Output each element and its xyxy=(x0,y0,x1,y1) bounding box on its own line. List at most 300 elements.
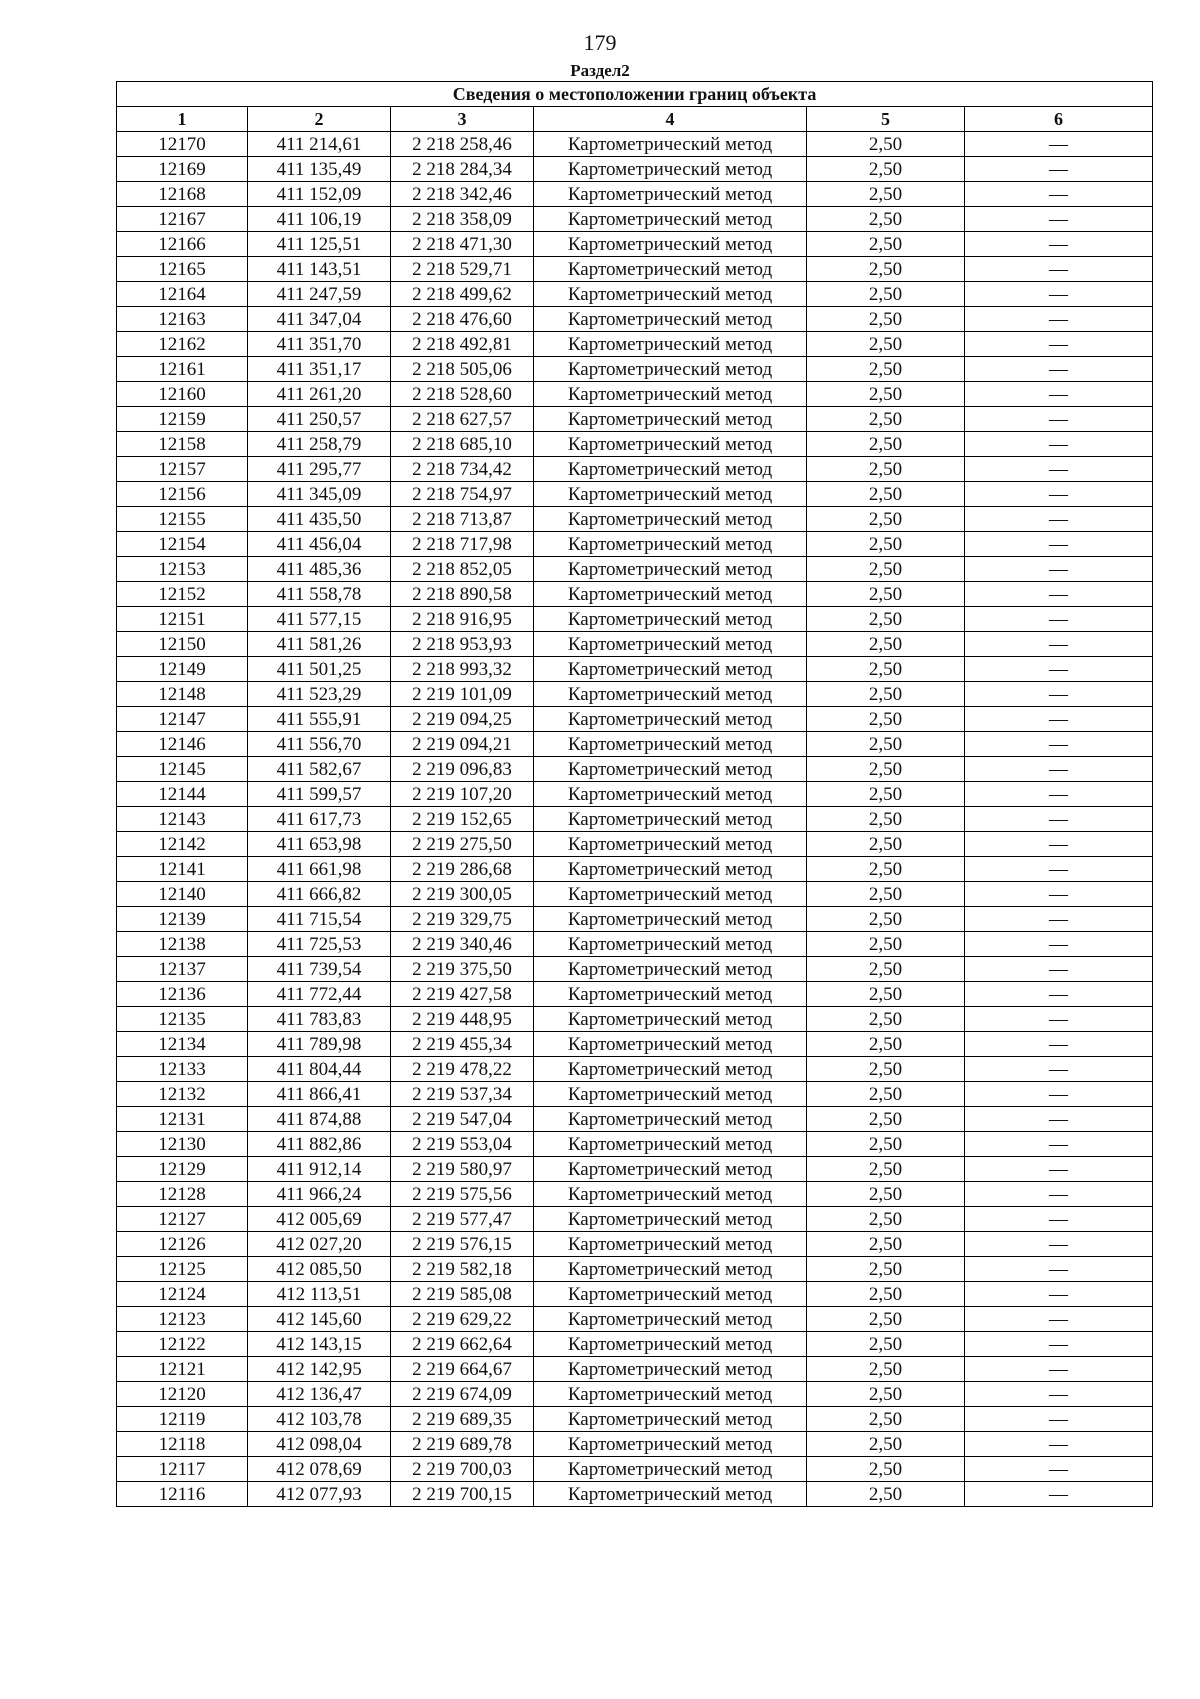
accuracy-cell: 2,50 xyxy=(807,907,965,932)
accuracy-cell: 2,50 xyxy=(807,507,965,532)
point-number-cell: 12155 xyxy=(117,507,248,532)
point-number-cell: 12161 xyxy=(117,357,248,382)
x-coordinate-cell: 411 125,51 xyxy=(248,232,391,257)
description-cell: — xyxy=(965,1332,1153,1357)
method-cell: Картометрический метод xyxy=(534,582,807,607)
method-cell: Картометрический метод xyxy=(534,1357,807,1382)
method-cell: Картометрический метод xyxy=(534,1107,807,1132)
accuracy-cell: 2,50 xyxy=(807,1432,965,1457)
description-cell: — xyxy=(965,207,1153,232)
point-number-cell: 12157 xyxy=(117,457,248,482)
description-cell: — xyxy=(965,482,1153,507)
table-row xyxy=(117,882,1153,907)
description-cell: — xyxy=(965,1232,1153,1257)
point-number-cell: 12150 xyxy=(117,632,248,657)
point-number-cell: 12135 xyxy=(117,1007,248,1032)
table-header-row xyxy=(117,107,1153,132)
method-cell: Картометрический метод xyxy=(534,232,807,257)
method-cell: Картометрический метод xyxy=(534,1407,807,1432)
method-cell: Картометрический метод xyxy=(534,557,807,582)
x-coordinate-cell: 411 789,98 xyxy=(248,1032,391,1057)
method-cell: Картометрический метод xyxy=(534,657,807,682)
method-cell: Картометрический метод xyxy=(534,1157,807,1182)
method-cell: Картометрический метод xyxy=(534,132,807,157)
method-cell: Картометрический метод xyxy=(534,257,807,282)
y-coordinate-cell: 2 219 152,65 xyxy=(391,807,534,832)
accuracy-cell: 2,50 xyxy=(807,1257,965,1282)
accuracy-cell: 2,50 xyxy=(807,982,965,1007)
table-row xyxy=(117,632,1153,657)
point-number-cell: 12153 xyxy=(117,557,248,582)
accuracy-cell: 2,50 xyxy=(807,332,965,357)
x-coordinate-cell: 412 077,93 xyxy=(248,1482,391,1507)
method-cell: Картометрический метод xyxy=(534,1007,807,1032)
accuracy-cell: 2,50 xyxy=(807,1082,965,1107)
point-number-cell: 12159 xyxy=(117,407,248,432)
y-coordinate-cell: 2 218 890,58 xyxy=(391,582,534,607)
x-coordinate-cell: 411 250,57 xyxy=(248,407,391,432)
method-cell: Картометрический метод xyxy=(534,1282,807,1307)
description-cell: — xyxy=(965,1257,1153,1282)
method-cell: Картометрический метод xyxy=(534,507,807,532)
point-number-cell: 12128 xyxy=(117,1182,248,1207)
y-coordinate-cell: 2 218 505,06 xyxy=(391,357,534,382)
point-number-cell: 12130 xyxy=(117,1132,248,1157)
table-row xyxy=(117,1307,1153,1332)
accuracy-cell: 2,50 xyxy=(807,882,965,907)
table-row xyxy=(117,1332,1153,1357)
accuracy-cell: 2,50 xyxy=(807,132,965,157)
point-number-cell: 12141 xyxy=(117,857,248,882)
table-row xyxy=(117,1282,1153,1307)
point-number-cell: 12124 xyxy=(117,1282,248,1307)
description-cell: — xyxy=(965,1382,1153,1407)
point-number-cell: 12160 xyxy=(117,382,248,407)
y-coordinate-cell: 2 218 499,62 xyxy=(391,282,534,307)
description-cell: — xyxy=(965,682,1153,707)
method-cell: Картометрический метод xyxy=(534,882,807,907)
method-cell: Картометрический метод xyxy=(534,1032,807,1057)
table-row xyxy=(117,507,1153,532)
description-cell: — xyxy=(965,307,1153,332)
accuracy-cell: 2,50 xyxy=(807,457,965,482)
column-header: 1 xyxy=(117,107,248,132)
table-row xyxy=(117,382,1153,407)
method-cell: Картометрический метод xyxy=(534,1457,807,1482)
method-cell: Картометрический метод xyxy=(534,957,807,982)
table-row xyxy=(117,1482,1153,1507)
x-coordinate-cell: 411 599,57 xyxy=(248,782,391,807)
y-coordinate-cell: 2 219 553,04 xyxy=(391,1132,534,1157)
y-coordinate-cell: 2 218 685,10 xyxy=(391,432,534,457)
point-number-cell: 12116 xyxy=(117,1482,248,1507)
x-coordinate-cell: 411 143,51 xyxy=(248,257,391,282)
accuracy-cell: 2,50 xyxy=(807,1407,965,1432)
boundary-coordinates-table xyxy=(116,81,1153,1507)
y-coordinate-cell: 2 219 286,68 xyxy=(391,857,534,882)
x-coordinate-cell: 411 261,20 xyxy=(248,382,391,407)
column-header: 3 xyxy=(391,107,534,132)
table-row xyxy=(117,232,1153,257)
table-row xyxy=(117,982,1153,1007)
table-row xyxy=(117,357,1153,382)
x-coordinate-cell: 411 556,70 xyxy=(248,732,391,757)
y-coordinate-cell: 2 219 427,58 xyxy=(391,982,534,1007)
x-coordinate-cell: 412 103,78 xyxy=(248,1407,391,1432)
x-coordinate-cell: 411 725,53 xyxy=(248,932,391,957)
point-number-cell: 12121 xyxy=(117,1357,248,1382)
description-cell: — xyxy=(965,132,1153,157)
accuracy-cell: 2,50 xyxy=(807,782,965,807)
accuracy-cell: 2,50 xyxy=(807,1157,965,1182)
method-cell: Картометрический метод xyxy=(534,807,807,832)
table-row xyxy=(117,932,1153,957)
table-row xyxy=(117,607,1153,632)
table-row xyxy=(117,782,1153,807)
method-cell: Картометрический метод xyxy=(534,982,807,1007)
accuracy-cell: 2,50 xyxy=(807,732,965,757)
description-cell: — xyxy=(965,632,1153,657)
description-cell: — xyxy=(965,707,1153,732)
method-cell: Картометрический метод xyxy=(534,457,807,482)
description-cell: — xyxy=(965,1007,1153,1032)
x-coordinate-cell: 411 715,54 xyxy=(248,907,391,932)
accuracy-cell: 2,50 xyxy=(807,1332,965,1357)
table-row xyxy=(117,1182,1153,1207)
x-coordinate-cell: 411 523,29 xyxy=(248,682,391,707)
table-row xyxy=(117,907,1153,932)
description-cell: — xyxy=(965,1407,1153,1432)
y-coordinate-cell: 2 218 993,32 xyxy=(391,657,534,682)
description-cell: — xyxy=(965,507,1153,532)
accuracy-cell: 2,50 xyxy=(807,1282,965,1307)
point-number-cell: 12136 xyxy=(117,982,248,1007)
description-cell: — xyxy=(965,1282,1153,1307)
y-coordinate-cell: 2 218 852,05 xyxy=(391,557,534,582)
y-coordinate-cell: 2 219 300,05 xyxy=(391,882,534,907)
x-coordinate-cell: 411 666,82 xyxy=(248,882,391,907)
table-row xyxy=(117,1382,1153,1407)
x-coordinate-cell: 411 558,78 xyxy=(248,582,391,607)
table-row xyxy=(117,132,1153,157)
accuracy-cell: 2,50 xyxy=(807,1382,965,1407)
table-row xyxy=(117,1407,1153,1432)
point-number-cell: 12137 xyxy=(117,957,248,982)
description-cell: — xyxy=(965,532,1153,557)
y-coordinate-cell: 2 218 358,09 xyxy=(391,207,534,232)
point-number-cell: 12162 xyxy=(117,332,248,357)
accuracy-cell: 2,50 xyxy=(807,1357,965,1382)
description-cell: — xyxy=(965,1182,1153,1207)
accuracy-cell: 2,50 xyxy=(807,232,965,257)
table-row xyxy=(117,957,1153,982)
x-coordinate-cell: 411 739,54 xyxy=(248,957,391,982)
y-coordinate-cell: 2 219 094,25 xyxy=(391,707,534,732)
y-coordinate-cell: 2 218 734,42 xyxy=(391,457,534,482)
accuracy-cell: 2,50 xyxy=(807,632,965,657)
point-number-cell: 12120 xyxy=(117,1382,248,1407)
table-row xyxy=(117,482,1153,507)
page-number: 179 xyxy=(583,30,617,55)
x-coordinate-cell: 411 456,04 xyxy=(248,532,391,557)
method-cell: Картометрический метод xyxy=(534,632,807,657)
point-number-cell: 12118 xyxy=(117,1432,248,1457)
x-coordinate-cell: 411 882,86 xyxy=(248,1132,391,1157)
y-coordinate-cell: 2 218 953,93 xyxy=(391,632,534,657)
method-cell: Картометрический метод xyxy=(534,932,807,957)
y-coordinate-cell: 2 219 275,50 xyxy=(391,832,534,857)
y-coordinate-cell: 2 219 375,50 xyxy=(391,957,534,982)
y-coordinate-cell: 2 219 580,97 xyxy=(391,1157,534,1182)
description-cell: — xyxy=(965,907,1153,932)
y-coordinate-cell: 2 219 662,64 xyxy=(391,1332,534,1357)
table-row xyxy=(117,1432,1153,1457)
y-coordinate-cell: 2 219 582,18 xyxy=(391,1257,534,1282)
table-row xyxy=(117,282,1153,307)
accuracy-cell: 2,50 xyxy=(807,832,965,857)
table-row xyxy=(117,207,1153,232)
table-row xyxy=(117,1107,1153,1132)
y-coordinate-cell: 2 219 629,22 xyxy=(391,1307,534,1332)
accuracy-cell: 2,50 xyxy=(807,182,965,207)
point-number-cell: 12148 xyxy=(117,682,248,707)
x-coordinate-cell: 411 866,41 xyxy=(248,1082,391,1107)
table-row xyxy=(117,532,1153,557)
table-row xyxy=(117,1032,1153,1057)
table-row xyxy=(117,582,1153,607)
x-coordinate-cell: 412 145,60 xyxy=(248,1307,391,1332)
point-number-cell: 12167 xyxy=(117,207,248,232)
x-coordinate-cell: 411 577,15 xyxy=(248,607,391,632)
y-coordinate-cell: 2 219 107,20 xyxy=(391,782,534,807)
point-number-cell: 12152 xyxy=(117,582,248,607)
y-coordinate-cell: 2 219 478,22 xyxy=(391,1057,534,1082)
x-coordinate-cell: 411 653,98 xyxy=(248,832,391,857)
method-cell: Картометрический метод xyxy=(534,757,807,782)
description-cell: — xyxy=(965,882,1153,907)
method-cell: Картометрический метод xyxy=(534,1482,807,1507)
accuracy-cell: 2,50 xyxy=(807,757,965,782)
y-coordinate-cell: 2 219 101,09 xyxy=(391,682,534,707)
description-cell: — xyxy=(965,457,1153,482)
y-coordinate-cell: 2 219 329,75 xyxy=(391,907,534,932)
accuracy-cell: 2,50 xyxy=(807,1107,965,1132)
y-coordinate-cell: 2 219 664,67 xyxy=(391,1357,534,1382)
description-cell: — xyxy=(965,657,1153,682)
description-cell: — xyxy=(965,957,1153,982)
y-coordinate-cell: 2 218 342,46 xyxy=(391,182,534,207)
accuracy-cell: 2,50 xyxy=(807,1457,965,1482)
description-cell: — xyxy=(965,782,1153,807)
description-cell: — xyxy=(965,1132,1153,1157)
description-cell: — xyxy=(965,757,1153,782)
description-cell: — xyxy=(965,857,1153,882)
x-coordinate-cell: 411 661,98 xyxy=(248,857,391,882)
point-number-cell: 12164 xyxy=(117,282,248,307)
table-row xyxy=(117,307,1153,332)
method-cell: Картометрический метод xyxy=(534,907,807,932)
y-coordinate-cell: 2 219 576,15 xyxy=(391,1232,534,1257)
x-coordinate-cell: 411 783,83 xyxy=(248,1007,391,1032)
method-cell: Картометрический метод xyxy=(534,1257,807,1282)
y-coordinate-cell: 2 219 577,47 xyxy=(391,1207,534,1232)
table-row xyxy=(117,1257,1153,1282)
point-number-cell: 12145 xyxy=(117,757,248,782)
description-cell: — xyxy=(965,1107,1153,1132)
x-coordinate-cell: 411 581,26 xyxy=(248,632,391,657)
point-number-cell: 12170 xyxy=(117,132,248,157)
table-row xyxy=(117,682,1153,707)
description-cell: — xyxy=(965,1057,1153,1082)
method-cell: Картометрический метод xyxy=(534,1382,807,1407)
accuracy-cell: 2,50 xyxy=(807,807,965,832)
point-number-cell: 12166 xyxy=(117,232,248,257)
x-coordinate-cell: 411 135,49 xyxy=(248,157,391,182)
accuracy-cell: 2,50 xyxy=(807,1182,965,1207)
point-number-cell: 12163 xyxy=(117,307,248,332)
table-row xyxy=(117,407,1153,432)
y-coordinate-cell: 2 219 455,34 xyxy=(391,1032,534,1057)
x-coordinate-cell: 411 214,61 xyxy=(248,132,391,157)
method-cell: Картометрический метод xyxy=(534,207,807,232)
x-coordinate-cell: 411 106,19 xyxy=(248,207,391,232)
x-coordinate-cell: 411 582,67 xyxy=(248,757,391,782)
method-cell: Картометрический метод xyxy=(534,607,807,632)
x-coordinate-cell: 411 258,79 xyxy=(248,432,391,457)
description-cell: — xyxy=(965,582,1153,607)
y-coordinate-cell: 2 218 528,60 xyxy=(391,382,534,407)
point-number-cell: 12133 xyxy=(117,1057,248,1082)
method-cell: Картометрический метод xyxy=(534,1307,807,1332)
point-number-cell: 12158 xyxy=(117,432,248,457)
method-cell: Картометрический метод xyxy=(534,1182,807,1207)
accuracy-cell: 2,50 xyxy=(807,157,965,182)
table-row xyxy=(117,1457,1153,1482)
description-cell: — xyxy=(965,932,1153,957)
description-cell: — xyxy=(965,1032,1153,1057)
point-number-cell: 12132 xyxy=(117,1082,248,1107)
x-coordinate-cell: 411 295,77 xyxy=(248,457,391,482)
accuracy-cell: 2,50 xyxy=(807,607,965,632)
point-number-cell: 12147 xyxy=(117,707,248,732)
y-coordinate-cell: 2 219 340,46 xyxy=(391,932,534,957)
point-number-cell: 12154 xyxy=(117,532,248,557)
table-row xyxy=(117,457,1153,482)
description-cell: — xyxy=(965,232,1153,257)
y-coordinate-cell: 2 218 284,34 xyxy=(391,157,534,182)
column-header: 6 xyxy=(965,107,1153,132)
method-cell: Картометрический метод xyxy=(534,157,807,182)
description-cell: — xyxy=(965,1082,1153,1107)
method-cell: Картометрический метод xyxy=(534,357,807,382)
y-coordinate-cell: 2 218 476,60 xyxy=(391,307,534,332)
y-coordinate-cell: 2 218 529,71 xyxy=(391,257,534,282)
table-row xyxy=(117,1082,1153,1107)
point-number-cell: 12117 xyxy=(117,1457,248,1482)
point-number-cell: 12156 xyxy=(117,482,248,507)
accuracy-cell: 2,50 xyxy=(807,557,965,582)
x-coordinate-cell: 412 136,47 xyxy=(248,1382,391,1407)
y-coordinate-cell: 2 219 585,08 xyxy=(391,1282,534,1307)
description-cell: — xyxy=(965,257,1153,282)
method-cell: Картометрический метод xyxy=(534,382,807,407)
y-coordinate-cell: 2 218 754,97 xyxy=(391,482,534,507)
method-cell: Картометрический метод xyxy=(534,182,807,207)
y-coordinate-cell: 2 219 094,21 xyxy=(391,732,534,757)
column-header: 2 xyxy=(248,107,391,132)
y-coordinate-cell: 2 218 713,87 xyxy=(391,507,534,532)
description-cell: — xyxy=(965,982,1153,1007)
x-coordinate-cell: 411 617,73 xyxy=(248,807,391,832)
table-caption: Сведения о местоположении границ объекта xyxy=(117,82,1153,107)
point-number-cell: 12125 xyxy=(117,1257,248,1282)
x-coordinate-cell: 411 485,36 xyxy=(248,557,391,582)
point-number-cell: 12140 xyxy=(117,882,248,907)
point-number-cell: 12138 xyxy=(117,932,248,957)
x-coordinate-cell: 411 874,88 xyxy=(248,1107,391,1132)
point-number-cell: 12142 xyxy=(117,832,248,857)
method-cell: Картометрический метод xyxy=(534,707,807,732)
description-cell: — xyxy=(965,807,1153,832)
point-number-cell: 12146 xyxy=(117,732,248,757)
description-cell: — xyxy=(965,282,1153,307)
table-row xyxy=(117,707,1153,732)
x-coordinate-cell: 411 351,70 xyxy=(248,332,391,357)
table-row xyxy=(117,182,1153,207)
y-coordinate-cell: 2 219 689,78 xyxy=(391,1432,534,1457)
description-cell: — xyxy=(965,1357,1153,1382)
y-coordinate-cell: 2 218 492,81 xyxy=(391,332,534,357)
y-coordinate-cell: 2 219 674,09 xyxy=(391,1382,534,1407)
method-cell: Картометрический метод xyxy=(534,532,807,557)
accuracy-cell: 2,50 xyxy=(807,932,965,957)
method-cell: Картометрический метод xyxy=(534,482,807,507)
table-row xyxy=(117,332,1153,357)
x-coordinate-cell: 411 501,25 xyxy=(248,657,391,682)
method-cell: Картометрический метод xyxy=(534,857,807,882)
accuracy-cell: 2,50 xyxy=(807,707,965,732)
method-cell: Картометрический метод xyxy=(534,1432,807,1457)
accuracy-cell: 2,50 xyxy=(807,482,965,507)
x-coordinate-cell: 412 142,95 xyxy=(248,1357,391,1382)
accuracy-cell: 2,50 xyxy=(807,1007,965,1032)
description-cell: — xyxy=(965,732,1153,757)
accuracy-cell: 2,50 xyxy=(807,282,965,307)
point-number-cell: 12134 xyxy=(117,1032,248,1057)
description-cell: — xyxy=(965,157,1153,182)
point-number-cell: 12129 xyxy=(117,1157,248,1182)
y-coordinate-cell: 2 219 448,95 xyxy=(391,1007,534,1032)
table-row xyxy=(117,657,1153,682)
y-coordinate-cell: 2 219 537,34 xyxy=(391,1082,534,1107)
point-number-cell: 12168 xyxy=(117,182,248,207)
table-body xyxy=(117,132,1153,1507)
y-coordinate-cell: 2 218 471,30 xyxy=(391,232,534,257)
x-coordinate-cell: 412 078,69 xyxy=(248,1457,391,1482)
x-coordinate-cell: 412 027,20 xyxy=(248,1232,391,1257)
y-coordinate-cell: 2 219 689,35 xyxy=(391,1407,534,1432)
description-cell: — xyxy=(965,1432,1153,1457)
table-row xyxy=(117,432,1153,457)
y-coordinate-cell: 2 219 547,04 xyxy=(391,1107,534,1132)
description-cell: — xyxy=(965,832,1153,857)
table-row xyxy=(117,1207,1153,1232)
point-number-cell: 12149 xyxy=(117,657,248,682)
y-coordinate-cell: 2 218 717,98 xyxy=(391,532,534,557)
description-cell: — xyxy=(965,432,1153,457)
x-coordinate-cell: 411 804,44 xyxy=(248,1057,391,1082)
accuracy-cell: 2,50 xyxy=(807,207,965,232)
